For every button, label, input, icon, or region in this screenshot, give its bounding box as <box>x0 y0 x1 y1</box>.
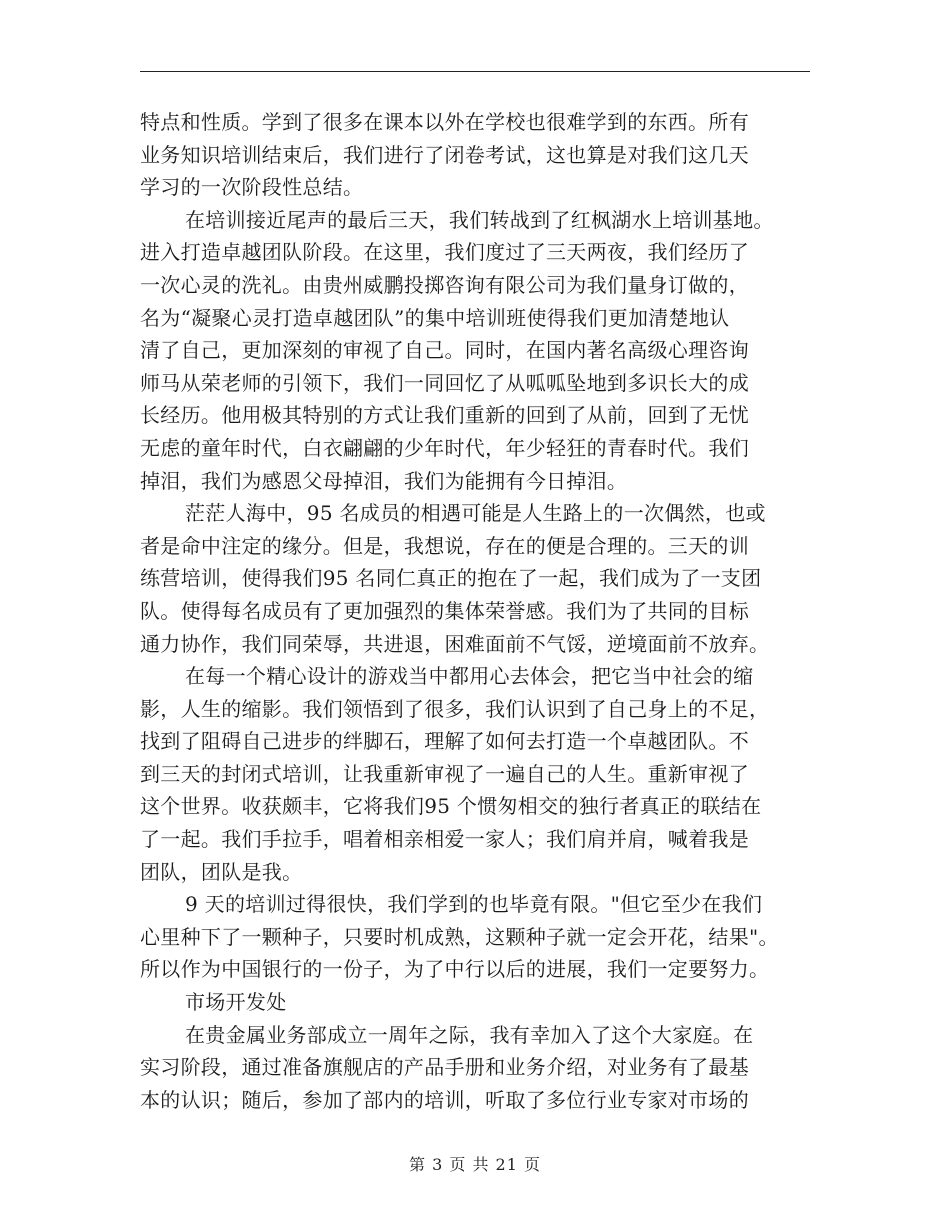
text-line: 通力协作，我们同荣辱，共进退，困难面前不气馁，逆境面前不放弃。 <box>140 631 770 656</box>
text-line: 心里种下了一颗种子，只要时机成熟，这颗种子就一定会开花，结果"。 <box>140 924 779 949</box>
text-line: 者是命中注定的缘分。但是，我想说，存在的便是合理的。三天的训 <box>140 533 749 558</box>
text-line: 团队，团队是我。 <box>140 859 303 884</box>
text-line: 市场开发处 <box>185 990 287 1015</box>
text-line: 所以作为中国银行的一份子，为了中行以后的进展，我们一定要努力。 <box>140 957 770 982</box>
text-line: 本的认识；随后，参加了部内的培训，听取了多位行业专家对市场的 <box>140 1087 749 1112</box>
text-line: 师马从荣老师的引领下，我们一同回忆了从呱呱坠地到多识长大的成 <box>140 370 749 395</box>
text-line: 长经历。他用极其特别的方式让我们重新的回到了从前，回到了无忧 <box>140 403 749 428</box>
text-line: 茫茫人海中，95 名成员的相遇可能是人生路上的一次偶然，也或 <box>185 501 766 526</box>
text-line: 实习阶段，通过准备旗舰店的产品手册和业务介绍，对业务有了最基 <box>140 1055 749 1080</box>
text-line: 学习的一次阶段性总结。 <box>140 175 364 200</box>
header-rule <box>140 71 810 72</box>
text-line: 队。使得每名成员有了更加强烈的集体荣誉感。我们为了共同的目标 <box>140 598 749 623</box>
text-line: 这个世界。收获颇丰，它将我们95 个惯匆相交的独行者真正的联结在 <box>140 794 762 819</box>
text-line: 影，人生的缩影。我们领悟到了很多，我们认识到了自己身上的不足， <box>140 696 770 721</box>
text-line: 业务知识培训结束后，我们进行了闭卷考试，这也算是对我们这几天 <box>140 142 749 167</box>
text-line: 无虑的童年时代，白衣翩翩的少年时代，年少轻狂的青春时代。我们 <box>140 435 749 460</box>
text-line: 清了自己，更加深刻的审视了自己。同时，在国内著名高级心理咨询 <box>140 338 749 363</box>
text-line: 在每一个精心设计的游戏当中都用心去体会，把它当中社会的缩 <box>185 664 754 689</box>
text-line: 找到了阻碍自己进步的绊脚石，理解了如何去打造一个卓越团队。不 <box>140 729 749 754</box>
text-line: 9 天的培训过得很快，我们学到的也毕竟有限。"但它至少在我们 <box>185 892 763 917</box>
text-line: 了一起。我们手拉手，唱着相亲相爱一家人；我们肩并肩，喊着我是 <box>140 827 749 852</box>
text-line: 到三天的封闭式培训，让我重新审视了一遍自己的人生。重新审视了 <box>140 761 749 786</box>
document-body <box>140 106 812 1116</box>
text-line: 特点和性质。学到了很多在课本以外在学校也很难学到的东西。所有 <box>140 110 749 134</box>
text-line: 掉泪，我们为感恩父母掉泪，我们为能拥有今日掉泪。 <box>140 468 628 493</box>
text-line: 练营培训，使得我们95 名同仁真正的抱在了一起，我们成为了一支团 <box>140 566 762 591</box>
text-line: 在贵金属业务部成立一周年之际，我有幸加入了这个大家庭。在 <box>185 1022 754 1047</box>
text-line: 一次心灵的洗礼。由贵州威鹏投掷咨询有限公司为我们量身订做的， <box>140 272 749 297</box>
text-line: 名为“凝聚心灵打造卓越团队”的集中培训班使得我们更加清楚地认 <box>140 305 730 330</box>
text-line: 在培训接近尾声的最后三天，我们转战到了红枫湖水上培训基地。 <box>185 207 774 232</box>
page-footer: 第 3 页 共 21 页 <box>409 1155 541 1174</box>
text-line: 进入打造卓越团队阶段。在这里，我们度过了三天两夜，我们经历了 <box>140 240 749 265</box>
